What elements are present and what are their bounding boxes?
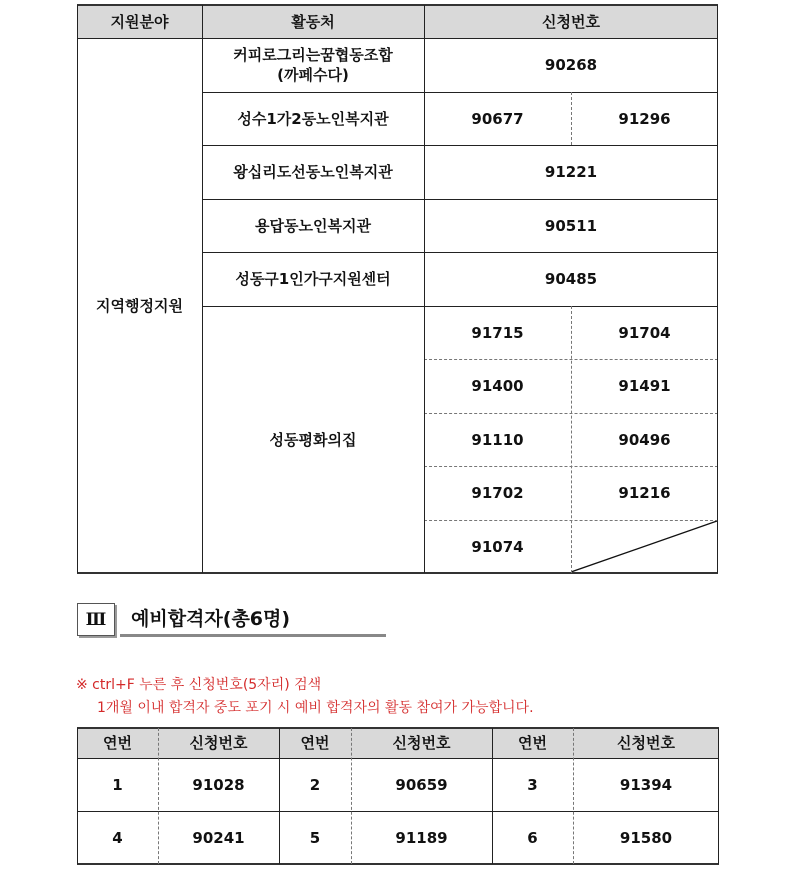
application-number: 91028 (192, 775, 245, 794)
header-label: 연번 (103, 734, 132, 752)
note-line-1: ※ ctrl+F 누른 후 신청번호(5자리) 검색 (76, 677, 322, 693)
number-cell (424, 38, 718, 92)
field-label: 지역행정지원 (96, 296, 183, 315)
number-cell (424, 199, 718, 252)
table-border (202, 145, 718, 146)
col-header-number (573, 728, 719, 758)
table-cell-seq (279, 758, 351, 811)
application-number: 90659 (395, 775, 448, 794)
number-cell (424, 252, 718, 306)
number-cell (424, 92, 571, 145)
table-border (77, 572, 718, 574)
application-number: 91110 (471, 430, 524, 449)
table-border (77, 5, 78, 573)
number-cell (571, 92, 718, 145)
table-cell-number (351, 758, 492, 811)
col-header-place-label: 활동처 (291, 12, 335, 31)
number-cell (424, 466, 571, 520)
table-cell-seq (492, 758, 573, 811)
application-number: 91189 (395, 828, 448, 847)
table-cell-seq (77, 758, 158, 811)
number-cell (571, 413, 718, 466)
table-border (202, 199, 718, 200)
application-number: 90496 (618, 430, 671, 449)
table-border (77, 811, 719, 812)
place-cell (202, 252, 424, 306)
place-name: 왕십리도선동노인복지관 (233, 163, 393, 181)
table-border (351, 728, 352, 864)
section-title (131, 604, 290, 634)
table-border (717, 5, 718, 573)
application-number: 90241 (192, 828, 245, 847)
section-title-underline (120, 634, 386, 637)
col-header-number (351, 728, 492, 758)
table-border (202, 92, 718, 93)
number-cell (424, 520, 571, 573)
col-header-seq (279, 728, 351, 758)
seq-value: 5 (309, 828, 321, 847)
col-header-number (158, 728, 279, 758)
number-cell (571, 306, 718, 359)
application-number: 91702 (471, 484, 524, 502)
table-border (202, 5, 203, 573)
application-number: 91074 (471, 537, 524, 556)
table-cell-number (573, 811, 719, 864)
application-number: 90485 (544, 270, 598, 288)
section-number: Ⅲ (85, 609, 107, 630)
table-border (718, 728, 719, 864)
place-name-sub: (까페수다) (277, 66, 349, 84)
place-name: 커피로그리는꿈협동조합 (233, 46, 393, 64)
table-border (77, 38, 718, 39)
application-number: 91715 (471, 323, 524, 342)
empty-cell-diagonal (571, 520, 718, 573)
application-number: 91296 (618, 109, 671, 128)
table-border (77, 727, 719, 729)
number-cell (571, 466, 718, 520)
place-cell (202, 92, 424, 145)
note-reserve-info (97, 698, 534, 718)
col-header-field-label: 지원분야 (110, 12, 169, 31)
number-cell (424, 413, 571, 466)
number-cell (571, 359, 718, 413)
table-cell-seq (77, 811, 158, 864)
seq-value: 1 (112, 775, 123, 794)
seq-value: 2 (309, 775, 321, 794)
application-number: 91704 (618, 323, 671, 342)
header-label: 신청번호 (189, 734, 248, 752)
table-cell-seq (492, 811, 573, 864)
header-label: 연번 (518, 734, 547, 752)
number-cell (424, 359, 571, 413)
table-border (77, 4, 718, 6)
place-name: 성동구1인가구지원센터 (235, 270, 391, 288)
section-number-box (77, 603, 115, 636)
table-border (77, 758, 719, 759)
note-search-hint (76, 675, 321, 695)
place-name: 성동평화의집 (269, 430, 357, 449)
place-name: 용답동노인복지관 (255, 216, 371, 235)
table-border (158, 728, 159, 864)
place-cell (202, 199, 424, 252)
table-border (77, 863, 719, 865)
header-label: 연번 (300, 734, 330, 752)
header-label: 신청번호 (617, 734, 675, 752)
table-cell-seq (279, 811, 351, 864)
application-number: 90268 (544, 56, 598, 74)
table-border (202, 306, 718, 307)
application-number: 91491 (618, 377, 671, 395)
field-cell (77, 38, 202, 573)
number-cell (424, 306, 571, 359)
table-border (424, 5, 425, 573)
number-cell (424, 145, 718, 199)
table-cell-number (158, 811, 279, 864)
col-header-number-label: 신청번호 (542, 12, 600, 31)
col-header-seq (77, 728, 158, 758)
table-border (279, 728, 280, 864)
application-number: 91400 (471, 377, 524, 395)
place-cell (202, 145, 424, 199)
note-line-2: 1개월 이내 합격자 중도 포기 시 예비 합격자의 활동 참여가 가능합니다. (97, 700, 534, 716)
table-border (202, 252, 718, 253)
header-label: 신청번호 (392, 734, 451, 752)
table-cell-number (158, 758, 279, 811)
col-header-number (424, 5, 718, 38)
section-title-text: 예비합격자(총6명) (131, 608, 291, 630)
table-border (77, 728, 78, 864)
col-header-seq (492, 728, 573, 758)
col-header-place (202, 5, 424, 38)
place-name: 성수1가2동노인복지관 (237, 109, 389, 128)
table-border (573, 728, 574, 864)
col-header-field (77, 5, 202, 38)
application-number: 90511 (544, 216, 598, 235)
table-border (571, 306, 572, 573)
table-cell-number (351, 811, 492, 864)
seq-value: 6 (527, 828, 538, 847)
application-number: 90677 (471, 109, 524, 128)
seq-value: 4 (112, 828, 123, 847)
table-cell-number (573, 758, 719, 811)
table-border (571, 92, 572, 145)
application-number: 91394 (619, 775, 673, 794)
place-cell (202, 306, 424, 573)
table-border (492, 728, 493, 864)
application-number: 91221 (544, 163, 598, 181)
seq-value: 3 (527, 775, 538, 794)
place-cell (202, 38, 424, 92)
application-number: 91580 (619, 828, 673, 847)
application-number: 91216 (618, 484, 671, 502)
